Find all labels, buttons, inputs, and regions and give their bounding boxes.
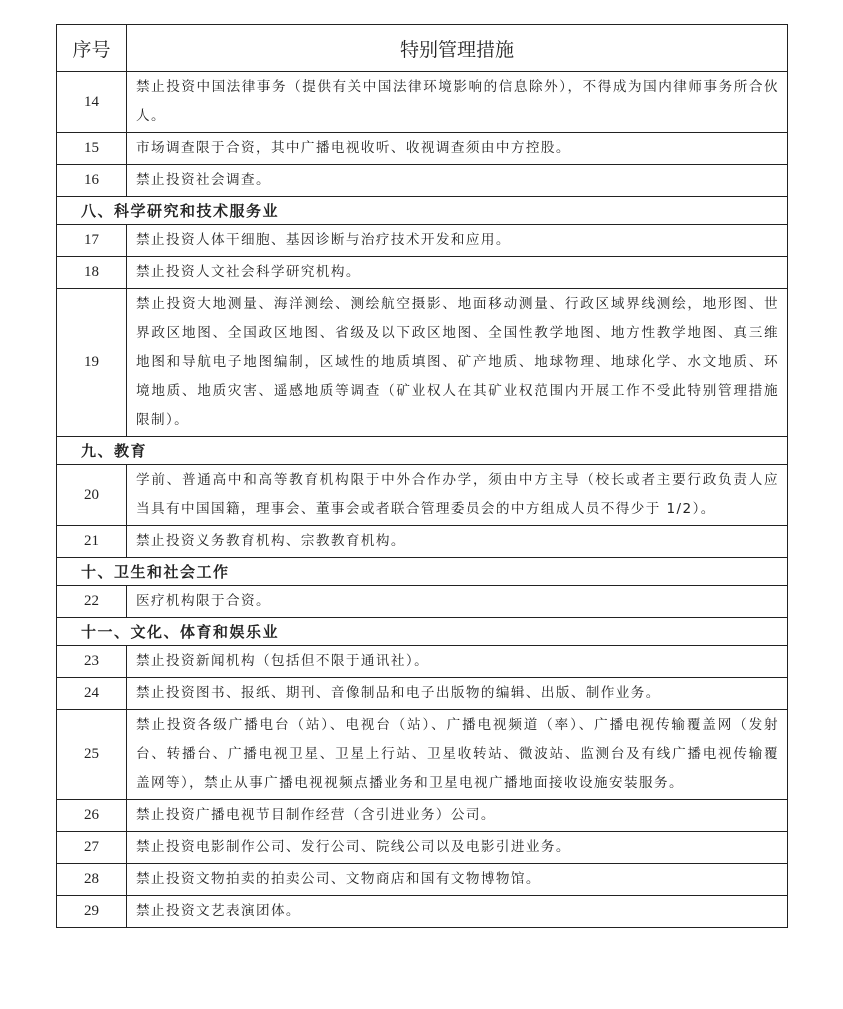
row-number: 17 (57, 225, 127, 257)
header-serial-number: 序号 (57, 25, 127, 72)
table-row (57, 526, 788, 558)
table-body (57, 72, 788, 928)
measure-text: 禁止投资文物拍卖的拍卖公司、文物商店和国有文物博物馆。 (127, 864, 788, 896)
section-heading-row (57, 618, 788, 646)
row-number: 29 (57, 896, 127, 928)
measure-text: 禁止投资大地测量、海洋测绘、测绘航空摄影、地面移动测量、行政区域界线测绘，地形图、世界政区地图、全国政区地图、省级及以下政区地图、全国性教学地图、地方性教学地图、真三维地图和导航电子地图编制，区域性的地质填图、矿产地质、地球物理、地球化学、水文地质、环境地质、地质灾害、遥感地质等调查（矿业权人在其矿业权范围内开展工作不受此特别管理措施限制）。 (127, 289, 788, 437)
measure-text: 禁止投资文艺表演团体。 (127, 896, 788, 928)
section-heading-row (57, 558, 788, 586)
row-number: 19 (57, 289, 127, 437)
measure-text: 市场调查限于合资，其中广播电视收听、收视调查须由中方控股。 (127, 133, 788, 165)
special-measures-table (56, 24, 788, 928)
row-number: 26 (57, 800, 127, 832)
section-heading: 九、教育 (57, 437, 788, 465)
measure-text: 禁止投资电影制作公司、发行公司、院线公司以及电影引进业务。 (127, 832, 788, 864)
row-number: 22 (57, 586, 127, 618)
row-number: 16 (57, 165, 127, 197)
measure-text: 禁止投资中国法律事务（提供有关中国法律环境影响的信息除外），不得成为国内律师事务所合伙人。 (127, 72, 788, 133)
measure-text: 医疗机构限于合资。 (127, 586, 788, 618)
measure-text: 禁止投资新闻机构（包括但不限于通讯社）。 (127, 646, 788, 678)
section-heading: 十一、文化、体育和娱乐业 (57, 618, 788, 646)
table-row (57, 646, 788, 678)
measure-text: 禁止投资人体干细胞、基因诊断与治疗技术开发和应用。 (127, 225, 788, 257)
table-header-row (57, 25, 788, 72)
table-row (57, 289, 788, 437)
row-number: 14 (57, 72, 127, 133)
row-number: 21 (57, 526, 127, 558)
table-row (57, 800, 788, 832)
document-page (56, 24, 787, 928)
row-number: 24 (57, 678, 127, 710)
table-row (57, 165, 788, 197)
header-special-measures: 特别管理措施 (127, 25, 788, 72)
row-number: 27 (57, 832, 127, 864)
table-row (57, 864, 788, 896)
table-row (57, 225, 788, 257)
table-row (57, 832, 788, 864)
section-heading: 八、科学研究和技术服务业 (57, 197, 788, 225)
section-heading-row (57, 197, 788, 225)
table-row (57, 896, 788, 928)
measure-text: 禁止投资广播电视节目制作经营（含引进业务）公司。 (127, 800, 788, 832)
section-heading: 十、卫生和社会工作 (57, 558, 788, 586)
row-number: 15 (57, 133, 127, 165)
measure-text: 禁止投资图书、报纸、期刊、音像制品和电子出版物的编辑、出版、制作业务。 (127, 678, 788, 710)
table-row (57, 678, 788, 710)
measure-text: 禁止投资人文社会科学研究机构。 (127, 257, 788, 289)
table-row (57, 586, 788, 618)
row-number: 28 (57, 864, 127, 896)
row-number: 25 (57, 710, 127, 800)
table-row (57, 257, 788, 289)
measure-text: 学前、普通高中和高等教育机构限于中外合作办学，须由中方主导（校长或者主要行政负责人应当具有中国国籍，理事会、董事会或者联合管理委员会的中方组成人员不得少于 1/2）。 (127, 465, 788, 526)
row-number: 20 (57, 465, 127, 526)
measure-text: 禁止投资义务教育机构、宗教教育机构。 (127, 526, 788, 558)
measure-text: 禁止投资各级广播电台（站）、电视台（站）、广播电视频道（率）、广播电视传输覆盖网（发射台、转播台、广播电视卫星、卫星上行站、卫星收转站、微波站、监测台及有线广播电视传输覆盖网等），禁止从事广播电视视频点播业务和卫星电视广播地面接收设施安装服务。 (127, 710, 788, 800)
row-number: 23 (57, 646, 127, 678)
table-row (57, 710, 788, 800)
table-row (57, 133, 788, 165)
row-number: 18 (57, 257, 127, 289)
section-heading-row (57, 437, 788, 465)
table-row (57, 465, 788, 526)
measure-text: 禁止投资社会调查。 (127, 165, 788, 197)
table-row (57, 72, 788, 133)
